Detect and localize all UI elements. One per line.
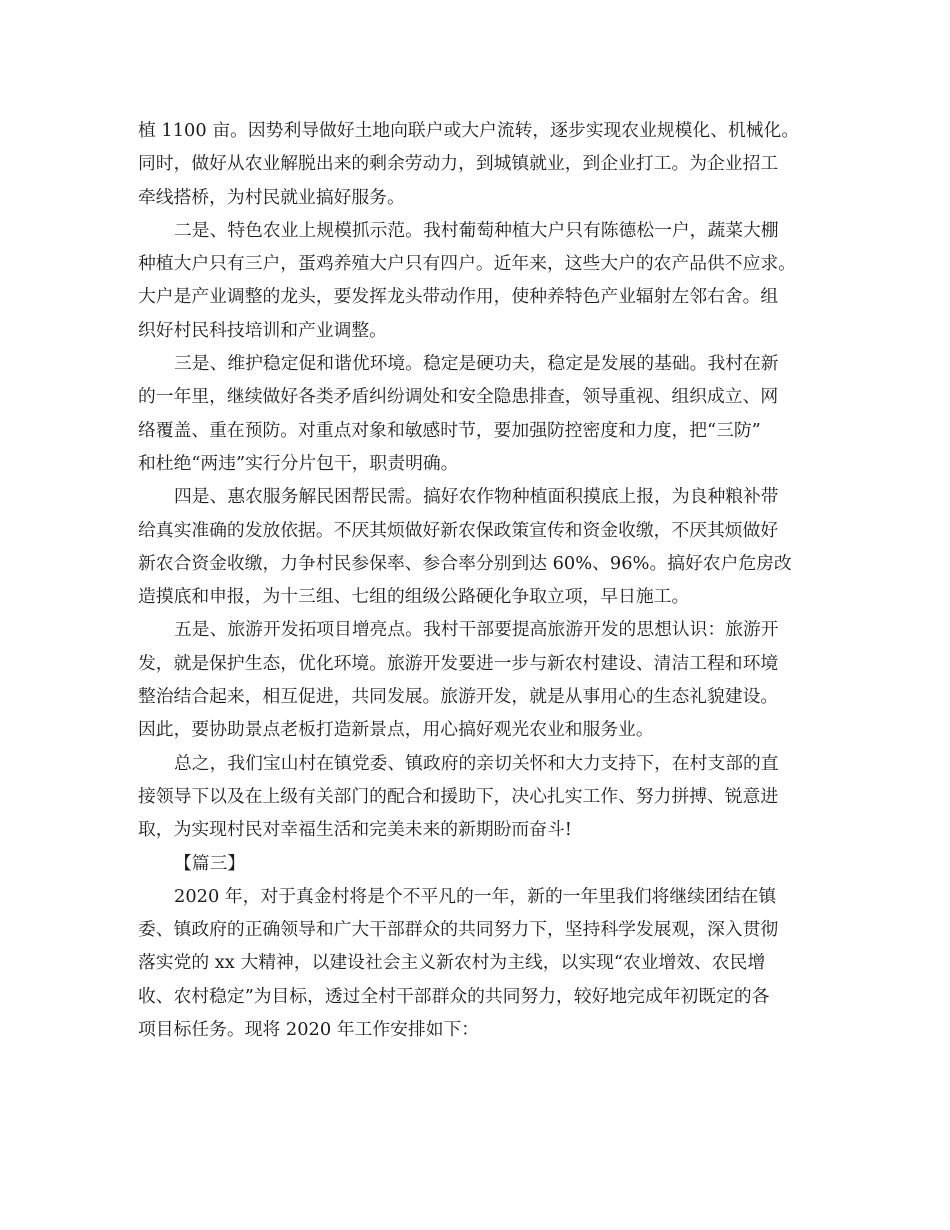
text-line: 发，就是保护生态，优化环境。旅游开发要进一步与新农村建设、清洁工程和环境 <box>138 652 779 674</box>
document-body <box>138 114 818 1046</box>
text-line: 给真实准确的发放依据。不厌其烦做好新农保政策宣传和资金收缴，不厌其烦做好 <box>138 519 779 541</box>
paragraph-first-line: 【篇三】 <box>174 852 246 874</box>
paragraph-first-line: 二是、特色农业上规模抓示范。我村葡萄种植大户只有陈德松一户，蔬菜大棚 <box>174 219 779 241</box>
text-line: 新农合资金收缴，力争村民参保率、参合率分别到达 60%、96%。搞好农户危房改 <box>138 552 792 574</box>
text-line: 种植大户只有三户，蛋鸡养殖大户只有四户。近年来，这些大户的农产品供不应求。 <box>138 253 796 275</box>
text-line: 项目标任务。现将 2020 年工作安排如下： <box>138 1019 480 1041</box>
text-line: 落实党的 xx 大精神，以建设社会主义新农村为主线，以实现“农业增效、农民增 <box>138 952 766 974</box>
text-line: 接领导下以及在上级有关部门的配合和援助下，决心扎实工作、努力拼搏、锐意进 <box>138 785 779 807</box>
text-line: 同时，做好从农业解脱出来的剩余劳动力，到城镇就业，到企业打工。为企业招工 <box>138 153 779 175</box>
text-line: 络覆盖、重在预防。对重点对象和敏感时节，要加强防控密度和力度，把“三防” <box>138 419 761 441</box>
text-line: 委、镇政府的正确领导和广大干部群众的共同努力下，坚持科学发展观，深入贯彻 <box>138 919 779 941</box>
text-line: 收、农村稳定”为目标，透过全村干部群众的共同努力，较好地完成年初既定的各 <box>138 985 770 1007</box>
paragraph-first-line: 总之，我们宝山村在镇党委、镇政府的亲切关怀和大力支持下，在村支部的直 <box>174 752 779 774</box>
text-line: 植 1100 亩。因势利导做好土地向联户或大户流转，逐步实现农业规模化、机械化。 <box>138 120 800 141</box>
text-line: 取，为实现村民对幸福生活和完美未来的新期盼而奋斗! <box>138 819 572 841</box>
paragraph-first-line: 三是、维护稳定促和谐优环境。稳定是硬功夫，稳定是发展的基础。我村在新 <box>174 353 779 375</box>
text-line: 造摸底和申报，为十三组、七组的组级公路硬化争取立项，早日施工。 <box>138 586 690 608</box>
paragraph-first-line: 四是、惠农服务解民困帮民需。搞好农作物种植面积摸底上报，为良种粮补带 <box>174 486 779 508</box>
text-line: 和杜绝“两违”实行分片包干，职责明确。 <box>138 452 459 474</box>
text-line: 牵线搭桥，为村民就业搞好服务。 <box>138 186 405 208</box>
paragraph-first-line: 五是、旅游开发拓项目增亮点。我村干部要提高旅游开发的思想认识：旅游开 <box>174 619 779 641</box>
text-line: 整治结合起来，相互促进，共同发展。旅游开发，就是从事用心的生态礼貌建设。 <box>138 686 779 708</box>
paragraph-first-line: 2020 年，对于真金村将是个不平凡的一年，新的一年里我们将继续团结在镇 <box>174 885 777 907</box>
text-line: 因此，要协助景点老板打造新景点，用心搞好观光农业和服务业。 <box>138 719 654 741</box>
text-line: 织好村民科技培训和产业调整。 <box>138 319 387 341</box>
text-line: 大户是产业调整的龙头，要发挥龙头带动作用，使种养特色产业辐射左邻右舍。组 <box>138 286 779 308</box>
text-line: 的一年里，继续做好各类矛盾纠纷调处和安全隐患排查，领导重视、组织成立、网 <box>138 386 779 408</box>
